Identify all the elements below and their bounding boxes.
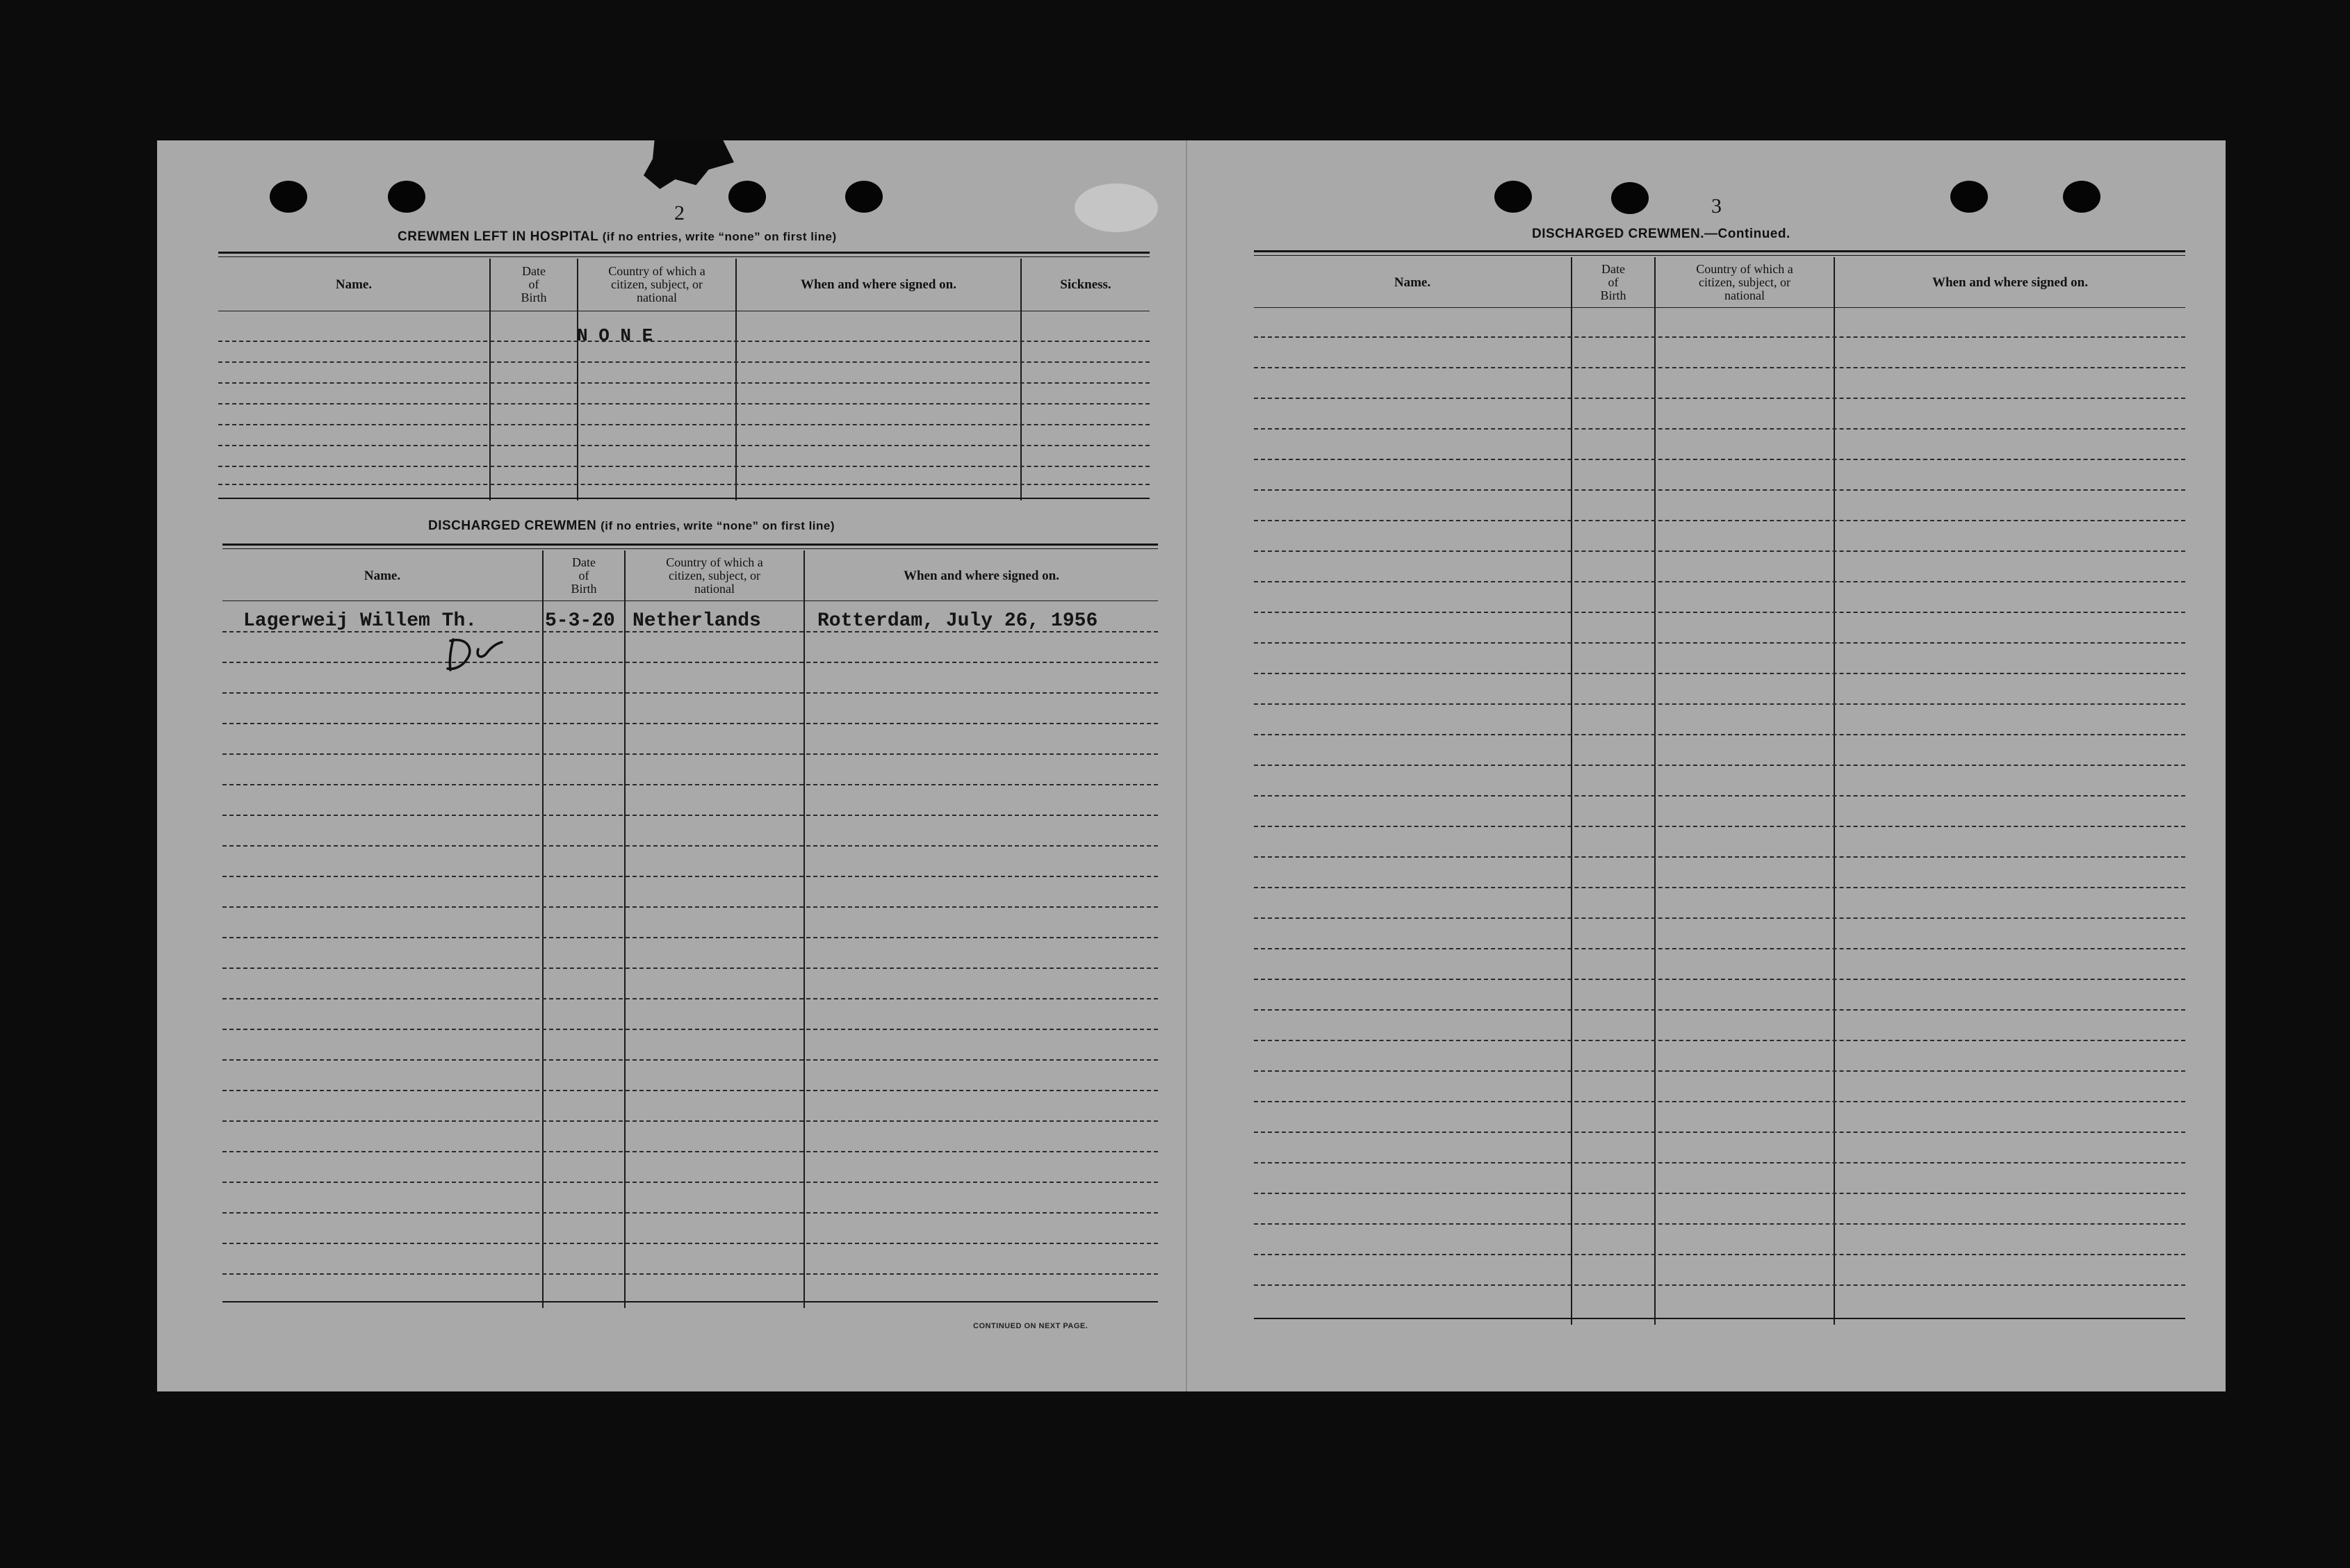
ruled-line xyxy=(222,1029,1158,1030)
table-top-rule xyxy=(218,256,1150,257)
ruled-line xyxy=(218,445,1150,446)
ruled-line xyxy=(218,341,1150,342)
ruled-line xyxy=(222,998,1158,999)
punch-hole xyxy=(270,181,307,213)
handwritten-initials xyxy=(443,634,506,676)
table-bottom-rule xyxy=(218,498,1150,499)
header-line: Birth xyxy=(1600,288,1626,302)
discharged-instruction: (if no entries, write “none” on first line) xyxy=(601,519,835,532)
header-line: national xyxy=(637,291,677,304)
hospital-header-sickness: Sickness. xyxy=(1060,277,1111,292)
header-line: Country of which a xyxy=(666,555,763,569)
hospital-header-name: Name. xyxy=(335,277,373,292)
header-line: Date xyxy=(572,555,596,569)
header-bottom-rule xyxy=(1254,307,2185,308)
discharged-header-name: Name. xyxy=(364,568,401,583)
crew-date-of-birth: 5-3-20 xyxy=(545,610,615,632)
ruled-line xyxy=(1254,1040,2185,1041)
ruled-line xyxy=(222,1273,1158,1275)
column-divider xyxy=(1834,257,1835,1325)
header-line: citizen, subject, or xyxy=(669,568,760,582)
ruled-line xyxy=(1254,398,2185,399)
header-line: Country of which a xyxy=(608,264,705,278)
ruled-line xyxy=(222,967,1158,969)
ruled-line xyxy=(1254,581,2185,582)
hospital-header-dob xyxy=(491,259,577,311)
ruled-line xyxy=(222,1182,1158,1183)
ruled-line xyxy=(1254,612,2185,613)
ruled-line xyxy=(1254,979,2185,980)
table-top-rule xyxy=(1254,255,2185,256)
ruled-line xyxy=(222,692,1158,694)
header-line: citizen, subject, or xyxy=(1699,275,1790,289)
ruled-line xyxy=(222,937,1158,938)
ruled-line xyxy=(222,1090,1158,1091)
header-line: of xyxy=(1608,275,1619,289)
paper-smudge xyxy=(1075,183,1158,232)
ruled-line xyxy=(222,1059,1158,1061)
hospital-instruction: (if no entries, write “none” on first line) xyxy=(602,230,837,243)
ruled-line xyxy=(222,784,1158,785)
hospital-entry-none: N O N E xyxy=(577,325,653,346)
discharged-section-title xyxy=(428,518,835,534)
continued-header-country xyxy=(1656,257,1834,307)
ruled-line xyxy=(1254,1070,2185,1072)
discharged-header-dob xyxy=(544,550,624,601)
table-top-rule xyxy=(222,548,1158,549)
ruled-line xyxy=(1254,459,2185,460)
ruled-line xyxy=(1254,826,2185,827)
ruled-line xyxy=(1254,703,2185,705)
table-bottom-rule xyxy=(1254,1318,2185,1319)
ruled-line xyxy=(1254,1162,2185,1163)
table-top-rule xyxy=(1254,250,2185,252)
discharged-header-when-where: When and where signed on. xyxy=(903,568,1059,583)
continued-footnote: CONTINUED ON NEXT PAGE. xyxy=(973,1322,1088,1330)
ruled-line xyxy=(1254,1132,2185,1133)
punch-hole xyxy=(1950,181,1988,213)
crew-country: Netherlands xyxy=(633,610,761,632)
ruled-line xyxy=(1254,1223,2185,1225)
column-divider xyxy=(803,550,805,1308)
ruled-line xyxy=(218,466,1150,467)
ruled-line xyxy=(218,403,1150,405)
table-top-rule xyxy=(222,544,1158,546)
ruled-line xyxy=(1254,795,2185,797)
table-top-rule xyxy=(218,252,1150,254)
column-divider xyxy=(1571,257,1572,1325)
ruled-line xyxy=(1254,550,2185,552)
hospital-title-text: CREWMEN LEFT IN HOSPITAL xyxy=(398,229,598,244)
header-line: of xyxy=(578,568,589,582)
punch-hole xyxy=(2063,181,2100,213)
hospital-header-when-where: When and where signed on. xyxy=(800,277,956,292)
ruled-line xyxy=(1254,520,2185,521)
header-line: national xyxy=(1724,288,1765,302)
column-divider xyxy=(1654,257,1656,1325)
crew-signed-on: Rotterdam, July 26, 1956 xyxy=(817,610,1098,632)
continued-header-when-where: When and where signed on. xyxy=(1932,275,2088,290)
column-divider xyxy=(542,550,544,1308)
ruled-line xyxy=(222,662,1158,663)
torn-corner xyxy=(644,140,734,189)
header-line: Birth xyxy=(571,581,597,596)
ruled-line xyxy=(1254,367,2185,368)
discharged-continued-title: DISCHARGED CREWMEN.—Continued. xyxy=(1532,227,1790,241)
ruled-line xyxy=(1254,856,2185,858)
ruled-line xyxy=(222,1212,1158,1214)
header-line: of xyxy=(528,277,539,291)
ruled-line xyxy=(1254,1284,2185,1286)
discharged-table-right xyxy=(1254,250,2185,1321)
header-line: Country of which a xyxy=(1696,261,1793,276)
ruled-line xyxy=(1254,428,2185,430)
ruled-line xyxy=(1254,917,2185,919)
ruled-line xyxy=(218,382,1150,384)
header-line: Date xyxy=(522,264,546,278)
table-bottom-rule xyxy=(222,1301,1158,1302)
page-fold xyxy=(1186,140,1187,1391)
hospital-header-country xyxy=(578,259,735,311)
header-line: citizen, subject, or xyxy=(611,277,703,291)
ruled-line xyxy=(1254,734,2185,735)
page-number-left: 2 xyxy=(674,202,685,224)
discharged-title-text: DISCHARGED CREWMEN xyxy=(428,518,597,533)
continued-header-dob xyxy=(1572,257,1654,307)
ruled-line xyxy=(1254,887,2185,888)
manifest-sheet xyxy=(157,140,2226,1391)
header-line: national xyxy=(694,581,735,596)
ruled-line xyxy=(222,845,1158,847)
ruled-line xyxy=(1254,336,2185,338)
header-line: Birth xyxy=(521,291,547,304)
ruled-line xyxy=(222,876,1158,877)
punch-hole xyxy=(388,181,425,213)
ruled-line xyxy=(1254,642,2185,644)
punch-hole xyxy=(1494,181,1532,213)
ruled-line xyxy=(1254,673,2185,674)
discharged-header-country xyxy=(626,550,803,601)
ruled-line xyxy=(1254,1254,2185,1255)
ruled-line xyxy=(218,361,1150,363)
header-line: Date xyxy=(1601,261,1625,276)
ruled-line xyxy=(1254,489,2185,491)
punch-hole xyxy=(728,181,766,213)
ruled-line xyxy=(222,906,1158,908)
discharged-table-left xyxy=(222,544,1158,1315)
ruled-line xyxy=(1254,948,2185,949)
page-number-right: 3 xyxy=(1711,195,1722,218)
ruled-line xyxy=(222,1151,1158,1152)
ruled-line xyxy=(222,815,1158,816)
punch-hole xyxy=(845,181,883,213)
ruled-line xyxy=(222,723,1158,724)
ruled-line xyxy=(1254,1193,2185,1194)
column-divider xyxy=(624,550,626,1308)
hospital-section-title xyxy=(398,229,837,245)
punch-hole xyxy=(1611,182,1649,214)
ruled-line xyxy=(1254,1101,2185,1102)
ruled-line xyxy=(218,484,1150,485)
ruled-line xyxy=(1254,1009,2185,1011)
ruled-line xyxy=(1254,765,2185,766)
continued-header-name: Name. xyxy=(1394,275,1431,290)
ruled-line xyxy=(222,1120,1158,1122)
crew-name: Lagerweij Willem Th. xyxy=(243,610,478,632)
ruled-line xyxy=(218,424,1150,425)
ruled-line xyxy=(222,1243,1158,1244)
ruled-line xyxy=(222,753,1158,755)
